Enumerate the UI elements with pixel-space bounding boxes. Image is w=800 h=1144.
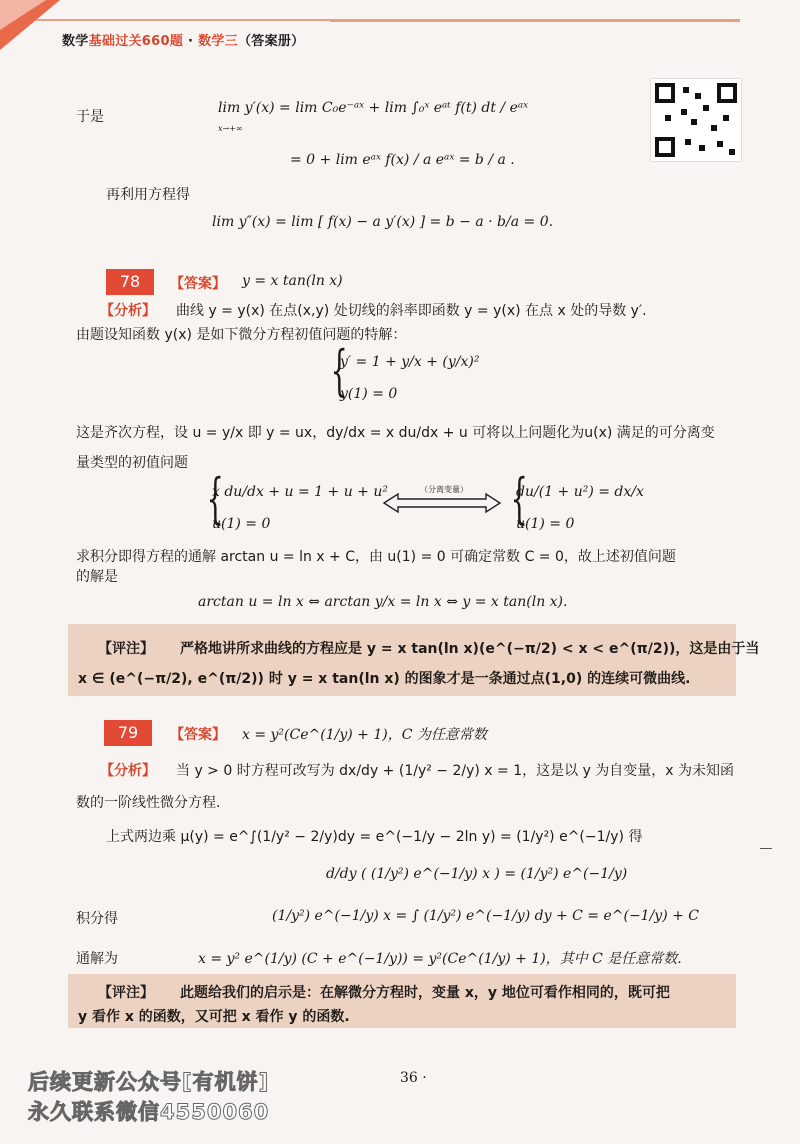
- analysis-78-line3: 这是齐次方程，设 u = y/x 即 y = ux，dy/dx = x du/dx + u 可将以上问题化为u(x) 满足的可分离变: [76, 425, 715, 441]
- question-number-78: 78: [106, 269, 154, 295]
- label-yushi: 于是: [76, 109, 104, 125]
- system-1-eq2: y(1) = 0: [340, 386, 398, 402]
- watermark-line2: 永久联系微信4550060: [28, 1100, 270, 1124]
- equation-limit-1: lim y′(x) = lim C₀e⁻ᵃˣ + lim ∫₀ˣ eᵃᵗ f(t) dt / eᵃˣ: [218, 100, 529, 116]
- note-tag-79: 【评注】: [98, 985, 154, 1001]
- system-3-eq2: u(1) = 0: [516, 516, 575, 532]
- system-brace-3: {: [510, 467, 528, 530]
- note-79-line1: 此题给我们的启示是：在解微分方程时，变量 x，y 地位可看作相同的，既可把: [180, 985, 670, 1001]
- analysis-78-line6: 的解是: [76, 569, 118, 585]
- qr-code[interactable]: [650, 78, 742, 162]
- system-brace-2: {: [206, 467, 224, 530]
- analysis-79-line4: d/dy ( (1/y²) e^(−1/y) x ) = (1/y²) e^(−1/y): [326, 866, 628, 882]
- text-then-use: 再利用方程得: [106, 187, 190, 203]
- analysis-78-result: arctan u = ln x ⇔ arctan y/x = ln x ⇔ y = x tan(ln x).: [198, 594, 568, 610]
- system-2-eq1: x du/dx + u = 1 + u + u²: [212, 484, 388, 500]
- answer-79: x = y²(Ce^(1/y) + 1)，C 为任意常数: [242, 727, 487, 743]
- question-number-79: 79: [104, 720, 152, 746]
- header-answer-book: （答案册）: [237, 34, 305, 49]
- header-subject: 数学: [62, 34, 89, 49]
- analysis-78-line5: 求积分即得方程的通解 arctan u = ln x + C，由 u(1) = 0 可确定常数 C = 0，故上述初值问题: [76, 549, 676, 565]
- note-tag-78: 【评注】: [98, 641, 154, 657]
- qr-finder: [655, 137, 675, 157]
- equation-limit-sub: x→+∞: [218, 124, 243, 133]
- label-general-solution: 通解为: [76, 951, 118, 967]
- answer-tag-78: 【答案】: [170, 276, 226, 292]
- running-header: [62, 30, 304, 49]
- analysis-78-line2: 由题设知函数 y(x) 是如下微分方程初值问题的特解：: [76, 327, 407, 343]
- analysis-79-line1: 当 y > 0 时方程可改写为 dx/dy + (1/y² − 2/y) x = 1，这是以 y 为自变量，x 为未知函: [176, 763, 735, 779]
- analysis-tag-79: 【分析】: [100, 763, 156, 779]
- equation-limit-2: = 0 + lim eᵃˣ f(x) / a eᵃˣ = b / a .: [290, 152, 515, 168]
- system-1-eq1: y′ = 1 + y/x + (y/x)²: [340, 354, 480, 370]
- header-rule-accent: [330, 19, 740, 22]
- header-volume: 数学三: [198, 34, 238, 49]
- header-separator: ·: [187, 34, 194, 49]
- arrow-label: （分离变量）: [420, 485, 468, 494]
- answer-tag-79: 【答案】: [170, 727, 226, 743]
- answer-78: y = x tan(ln x): [242, 273, 343, 289]
- analysis-78-line1: 曲线 y = y(x) 在点(x,y) 处切线的斜率即函数 y = y(x) 在点 x 处的导数 y′.: [176, 303, 647, 319]
- watermark-line1: 后续更新公众号[有机饼]: [28, 1070, 270, 1094]
- note-78-line2: x ∈ (e^(−π/2), e^(π/2)) 时 y = x tan(ln x) 的图象才是一条通过点(1,0) 的连续可微曲线.: [78, 671, 691, 687]
- qr-finder: [655, 83, 675, 103]
- page-number: 36 ·: [400, 1070, 427, 1086]
- qr-finder: [717, 83, 737, 103]
- header-book-title: 基础过关660题: [88, 34, 184, 49]
- analysis-79-line3: 上式两边乘 μ(y) = e^∫(1/y² − 2/y)dy = e^(−1/y − 2ln y) = (1/y²) e^(−1/y) 得: [106, 829, 643, 845]
- analysis-78-line4: 量类型的初值问题: [76, 455, 188, 471]
- label-integrate: 积分得: [76, 911, 118, 927]
- system-3-eq1: du/(1 + u²) = dx/x: [516, 484, 644, 500]
- note-box-78: [68, 624, 760, 696]
- system-2-eq2: u(1) = 0: [212, 516, 271, 532]
- analysis-79-line2: 数的一阶线性微分方程.: [76, 795, 221, 811]
- system-brace-1: {: [330, 339, 348, 402]
- note-79-line2: y 看作 x 的函数，又可把 x 看作 y 的函数.: [78, 1009, 350, 1025]
- equation-limit-3: lim y″(x) = lim [ f(x) − a y′(x) ] = b − a · b/a = 0.: [212, 214, 554, 230]
- analysis-79-line5: (1/y²) e^(−1/y) x = ∫ (1/y²) e^(−1/y) dy + C = e^(−1/y) + C: [272, 908, 700, 924]
- note-78-line1: 严格地讲所求曲线的方程应是 y = x tan(ln x)(e^(−π/2) < x < e^(π/2))，这是由于当: [180, 641, 760, 657]
- pen-mark: [760, 848, 772, 854]
- analysis-tag-78: 【分析】: [100, 303, 156, 319]
- analysis-79-line6: x = y² e^(1/y) (C + e^(−1/y)) = y²(Ce^(1/y) + 1)，其中 C 是任意常数.: [198, 951, 682, 967]
- note-box-79: [68, 974, 736, 1028]
